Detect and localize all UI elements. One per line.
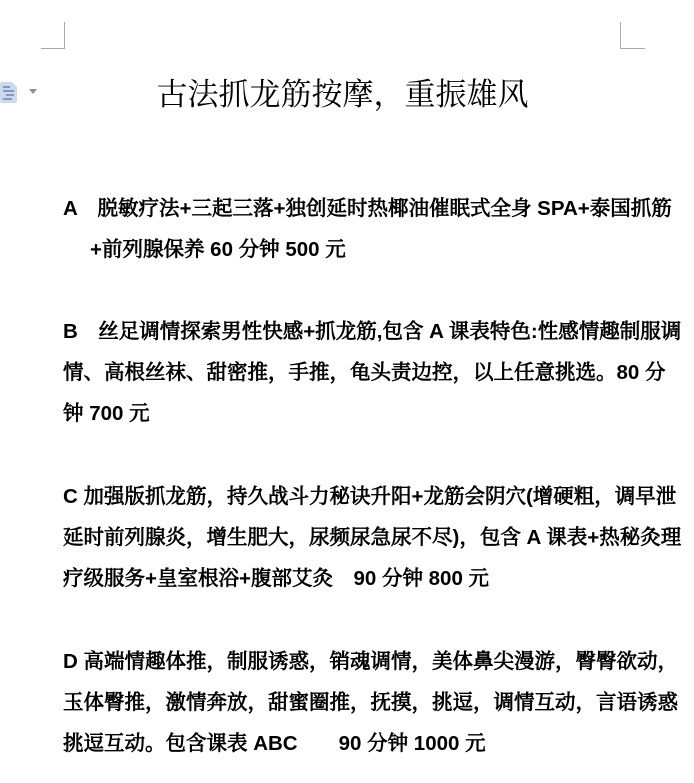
text-line[interactable]: B 丝足调情探索男性快感+抓龙筋,包含 A 课表特色:性感情趣制服调 bbox=[63, 320, 682, 343]
chevron-down-icon[interactable] bbox=[29, 89, 37, 94]
paragraph-c bbox=[63, 476, 682, 599]
text-line[interactable]: C 加强版抓龙筋，持久战斗力秘诀升阳+龙筋会阴穴(增硬粗，调早泄 bbox=[63, 485, 677, 508]
text-line[interactable]: A 脱敏疗法+三起三落+独创延时热椰油催眠式全身 SPA+泰国抓筋 bbox=[63, 197, 672, 220]
text-line[interactable]: D 高端情趣体推，制服诱惑，销魂调情，美体鼻尖漫游，臀臀欲动， bbox=[63, 650, 678, 673]
text-line[interactable]: 挑逗互动。包含课表 ABC 90 分钟 1000 元 bbox=[63, 732, 486, 755]
text-line[interactable]: +前列腺保养 60 分钟 500 元 bbox=[90, 238, 346, 261]
text-line[interactable]: 疗级服务+皇室根浴+腹部艾灸 90 分钟 800 元 bbox=[63, 567, 490, 590]
text-line[interactable]: 玉体臀推，激情奔放，甜蜜圈推，抚摸，挑逗，调情互动，言语诱惑 bbox=[63, 691, 678, 714]
paste-options-widget[interactable] bbox=[0, 81, 37, 104]
paragraph-b bbox=[63, 311, 682, 434]
text-line[interactable]: 情、高根丝袜、甜密推，手推，龟头责边控，以上任意挑选。80 分 bbox=[63, 361, 666, 384]
document-title[interactable]: 古法抓龙筋按摩，重振雄风 bbox=[156, 77, 529, 112]
crop-mark-top-right bbox=[620, 22, 645, 49]
paragraph-a bbox=[63, 188, 672, 270]
crop-mark-top-left bbox=[41, 22, 65, 49]
text-line[interactable]: 钟 700 元 bbox=[63, 402, 150, 425]
paste-options-icon[interactable] bbox=[0, 81, 18, 104]
text-line[interactable]: 延时前列腺炎，增生肥大，尿频尿急尿不尽)，包含 A 课表+热秘灸理 bbox=[63, 526, 682, 549]
paragraph-d bbox=[63, 641, 678, 764]
